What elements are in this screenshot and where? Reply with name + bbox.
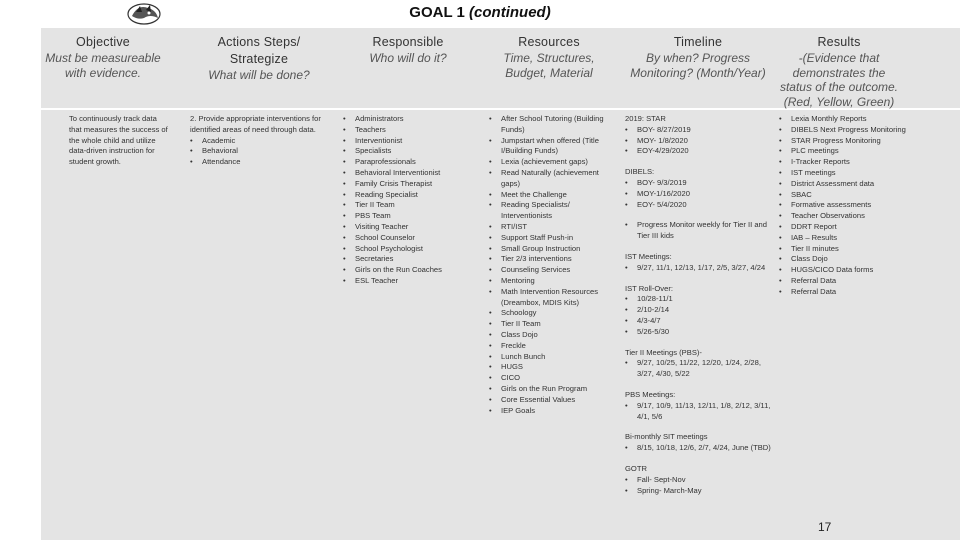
list-item: • Class Dojo [779,254,909,265]
list-item: • PBS Team [343,211,483,222]
header-label: Responsible [372,35,444,49]
list-item: • Mentoring [489,276,617,287]
header-desc: Must be measureable with evidence. [45,51,161,80]
list-item: • Secretaries [343,254,483,265]
resources-list [489,114,617,416]
timeline-heading: Bi-monthly SIT meetings [625,432,708,442]
header-label: Actions Steps/ Strategize [217,35,301,66]
table-body-row [41,110,960,540]
list-item: • 9/27, 11/1, 12/13, 1/17, 2/5, 3/27, 4/24 [625,263,775,274]
header-actions [187,28,331,108]
list-item: • 5/26-5/30 [625,327,775,338]
list-item: • BOY- 9/3/2019 [625,178,775,189]
timeline-heading: IST Roll-Over: [625,283,673,293]
list-item: • Girls on the Run Program [489,384,617,395]
list-item: • Referral Data [779,287,909,298]
list-item: • PLC meetings [779,146,909,157]
goal-title: GOAL 1 [409,4,465,21]
objective-cell [69,114,169,168]
timeline-block [625,284,775,338]
list-item: • IST meetings [779,168,909,179]
list-item: • After School Tutoring (Building Funds) [489,114,617,136]
list-item: • 8/15, 10/18, 12/6, 2/7, 4/24, June (TBD) [625,443,775,454]
timeline-block [625,220,775,242]
timeline-block [625,390,775,422]
list-item: • Lunch Bunch [489,352,617,363]
actions-cell [190,114,330,168]
timeline-list [625,178,775,210]
list-item: • CICO [489,373,617,384]
list-item: • MOY-1/16/2020 [625,189,775,200]
header-label: Resources [518,35,580,49]
header-desc: -(Evidence that demonstrates the status of the outcome. (Red, Yellow, Green) [779,51,899,109]
list-item: • Counseling Services [489,265,617,276]
list-item: • 9/27, 10/25, 11/22, 12/20, 1/24, 2/28, 3/27, 4/30, 5/22 [625,358,775,380]
list-item: • Tier II minutes [779,244,909,255]
list-item: • Read Naturally (achievement gaps) [489,168,617,190]
list-item: • Attendance [190,157,330,168]
results-cell [779,114,909,298]
list-item: • Progress Monitor weekly for Tier II and Tier III kids [625,220,775,242]
header-results [777,28,901,108]
results-list [779,114,909,298]
list-item: • DIBELS Next Progress Monitoring [779,125,909,136]
timeline-block [625,348,775,380]
list-item: • School Psychologist [343,244,483,255]
header-responsible [333,28,483,108]
header-desc: Time, Structures, Budget, Material [503,51,595,80]
list-item: • Spring- March-May [625,486,775,497]
header-desc: Who will do it? [369,51,447,65]
list-item: • Paraprofessionals [343,157,483,168]
list-item: • Teachers [343,125,483,136]
header-desc: By when? Progress Monitoring? (Month/Year) [630,51,766,80]
list-item: • School Counselor [343,233,483,244]
list-item: • Behavioral Interventionist [343,168,483,179]
responsible-list [343,114,483,287]
timeline-block [625,464,775,496]
actions-intro: 2. Provide appropriate interventions for identified areas of need through data. [190,114,321,134]
timeline-list [625,220,775,242]
list-item: • I-Tracker Reports [779,157,909,168]
timeline-heading: PBS Meetings: [625,389,676,399]
list-item: • 10/28-11/1 [625,294,775,305]
list-item: • DDRT Report [779,222,909,233]
objective-text: To continuously track data that measures the success of the whole child and utilize data-driven instruction for student growth. [69,114,168,167]
list-item: • Administrators [343,114,483,125]
list-item: • Meet the Challenge [489,190,617,201]
timeline-list [625,358,775,380]
timeline-block [625,167,775,210]
timeline-list [625,475,775,497]
header-resources [487,28,611,108]
list-item: • IEP Goals [489,406,617,417]
timeline-list [625,443,775,454]
timeline-list [625,401,775,423]
list-item: • Reading Specialist [343,190,483,201]
list-item: • HUGS [489,362,617,373]
list-item: • Tier II Team [343,200,483,211]
list-item: • Specialists [343,146,483,157]
list-item: • Behavioral [190,146,330,157]
actions-list [190,136,330,168]
timeline-heading: DIBELS: [625,167,655,177]
list-item: • Lexia Monthly Reports [779,114,909,125]
list-item: • Tier 2/3 interventions [489,254,617,265]
responsible-cell [343,114,483,287]
list-item: • 2/10-2/14 [625,305,775,316]
list-item: • Family Crisis Therapist [343,179,483,190]
resources-cell [489,114,617,416]
timeline-cell [625,114,775,506]
header-label: Results [817,35,861,49]
list-item: • STAR Progress Monitoring [779,136,909,147]
list-item: • Jumpstart when offered (Title I/Building Funds) [489,136,617,158]
list-item: • District Assessment data [779,179,909,190]
table-header-row [41,28,960,108]
list-item: • 4/3-4/7 [625,316,775,327]
list-item: • Support Staff Push-in [489,233,617,244]
timeline-list [625,125,775,157]
list-item: • BOY- 8/27/2019 [625,125,775,136]
goal-subtitle: (continued) [469,4,551,21]
list-item: • Small Group Instruction [489,244,617,255]
list-item: • Class Dojo [489,330,617,341]
timeline-list [625,294,775,337]
list-item: • Academic [190,136,330,147]
list-item: • EOY- 5/4/2020 [625,200,775,211]
list-item: • Teacher Observations [779,211,909,222]
list-item: • ESL Teacher [343,276,483,287]
timeline-heading: 2019: STAR [625,114,666,123]
header-objective [41,28,165,108]
timeline-blocks [625,114,775,496]
timeline-heading: Tier II Meetings (PBS)- [625,347,702,357]
list-item: • Freckle [489,341,617,352]
list-item: • Core Essential Values [489,395,617,406]
list-item: • Interventionist [343,136,483,147]
header-label: Objective [76,35,130,49]
list-item: • Tier II Team [489,319,617,330]
list-item: • Reading Specialists/ Interventionists [489,200,617,222]
header-label: Timeline [673,35,723,49]
list-item: • HUGS/CICO Data forms [779,265,909,276]
timeline-heading: GOTR [625,463,647,473]
list-item: • EOY-4/29/2020 [625,146,775,157]
list-item: • Lexia (achievement gaps) [489,157,617,168]
list-item: • SBAC [779,190,909,201]
list-item: • MOY- 1/8/2020 [625,136,775,147]
header-timeline [621,28,775,108]
list-item: • Math Intervention Resources (Dreambox, MDIS Kits) [489,287,617,309]
header-desc: What will be done? [208,68,310,82]
timeline-block [625,252,775,274]
timeline-heading: IST Meetings: [625,251,672,261]
list-item: • Girls on the Run Coaches [343,265,483,276]
list-item: • Schoology [489,308,617,319]
page-number: 17 [818,520,832,534]
list-item: • Visiting Teacher [343,222,483,233]
list-item: • 9/17, 10/9, 11/13, 12/11, 1/8, 2/12, 3/11, 4/1, 5/6 [625,401,775,423]
list-item: • Fall- Sept-Nov [625,475,775,486]
list-item: • IAB – Results [779,233,909,244]
list-item: • Formative assessments [779,200,909,211]
timeline-block [625,114,775,157]
list-item: • RTI/IST [489,222,617,233]
timeline-list [625,263,775,274]
page-title [0,4,960,21]
timeline-block [625,432,775,454]
list-item: • Referral Data [779,276,909,287]
